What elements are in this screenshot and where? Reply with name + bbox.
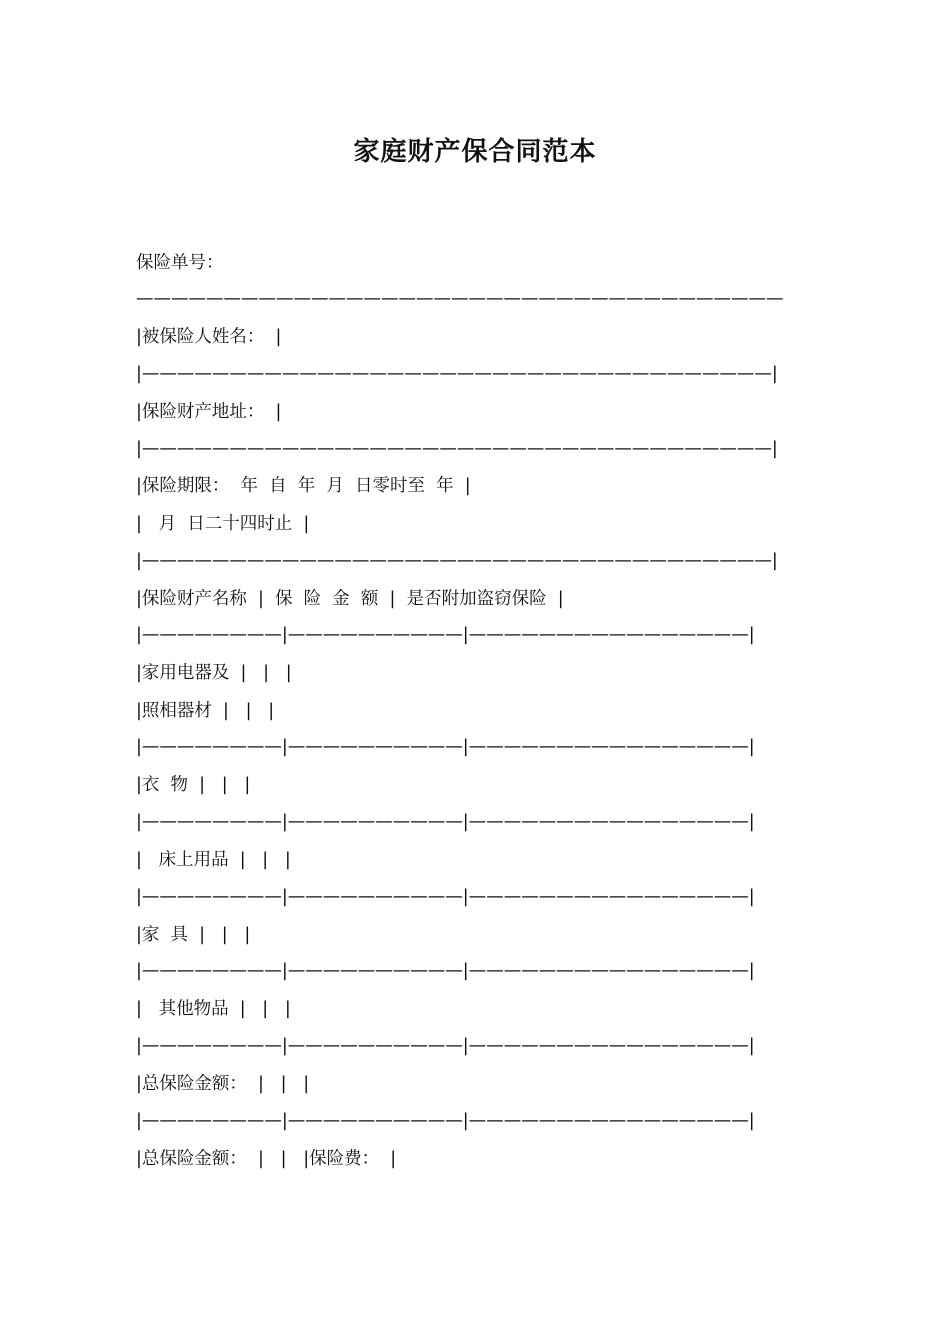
insurance-period-row-continued: | 月 日二十四时止 |: [136, 514, 310, 534]
separator-line: |————————————————————————————————————|: [136, 439, 778, 459]
separator-line: |————————————————————————————————————|: [136, 364, 778, 384]
document-title: 家庭财产保合同范本: [353, 137, 597, 167]
table-separator: |————————|——————————|————————————————|: [136, 625, 755, 645]
insurance-period-row: |保险期限： 年 自 年 月 日零时至 年 |: [136, 476, 471, 496]
insured-name-row: |被保险人姓名： |: [136, 327, 282, 347]
table-row-other-items: | 其他物品 | | |: [136, 999, 291, 1019]
table-header-row: |保险财产名称 | 保 险 金 额 | 是否附加盗窃保险 |: [136, 589, 564, 609]
table-row-clothing: |衣 物 | | |: [136, 775, 251, 795]
table-separator: |————————|——————————|————————————————|: [136, 737, 755, 757]
table-row-total-amount: |总保险金额： | | |: [136, 1074, 310, 1094]
table-separator: |————————|——————————|————————————————|: [136, 812, 755, 832]
property-address-row: |保险财产地址： |: [136, 402, 282, 422]
table-row-appliances-continued: |照相器材 | | |: [136, 701, 275, 721]
policy-number-label: 保险单号：: [136, 253, 224, 273]
separator-line: —————————————————————————————————————: [136, 289, 784, 309]
table-row-appliances: |家用电器及 | | |: [136, 663, 292, 683]
table-row-total-and-premium: |总保险金额： | | |保险费： |: [136, 1149, 397, 1169]
separator-line: |————————————————————————————————————|: [136, 551, 778, 571]
table-separator: |————————|——————————|————————————————|: [136, 887, 755, 907]
table-row-furniture: |家 具 | | |: [136, 925, 251, 945]
table-separator: |————————|——————————|————————————————|: [136, 1111, 755, 1131]
table-separator: |————————|——————————|————————————————|: [136, 1036, 755, 1056]
table-row-bedding: | 床上用品 | | |: [136, 850, 291, 870]
table-separator: |————————|——————————|————————————————|: [136, 961, 755, 981]
